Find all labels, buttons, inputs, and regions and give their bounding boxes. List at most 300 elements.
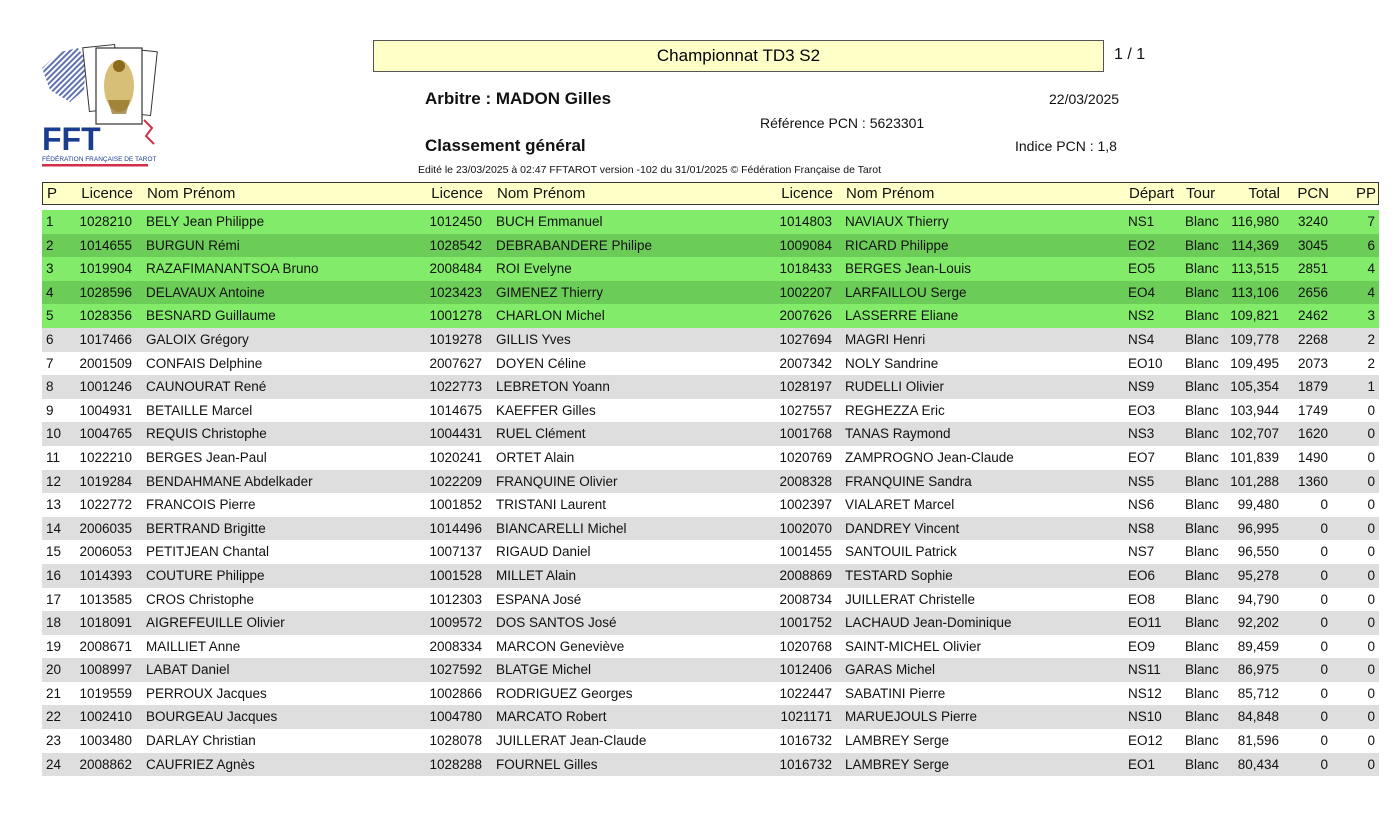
cell-name-1: BOURGEAU Jacques: [146, 709, 278, 725]
cell-depart: NS3: [1128, 426, 1155, 442]
cell-licence-2: 2008334: [429, 638, 482, 654]
cell-pcn: 0: [1320, 709, 1328, 725]
cell-licence-2: 1022209: [429, 473, 482, 489]
table-row: [42, 352, 1379, 376]
cell-depart: EO3: [1128, 402, 1156, 418]
cell-depart: EO6: [1128, 567, 1156, 583]
cell-licence-3: 1009084: [779, 237, 832, 253]
cell-depart: NS5: [1128, 473, 1155, 489]
cell-licence-1: 1002410: [79, 709, 132, 725]
cell-name-1: AIGREFEUILLE Olivier: [146, 615, 285, 631]
championship-title: Championnat TD3 S2: [656, 46, 821, 65]
cell-pp: 0: [1367, 520, 1375, 536]
table-row: [42, 729, 1379, 753]
table-row: [42, 564, 1379, 588]
cell-name-3: ZAMPROGNO Jean-Claude: [845, 449, 1014, 465]
cell-licence-2: 1027592: [429, 662, 482, 678]
cell-total: 116,980: [1231, 214, 1279, 229]
cell-pcn: 0: [1320, 638, 1328, 654]
cell-total: 99,480: [1237, 497, 1279, 513]
cell-licence-1: 1018091: [79, 615, 132, 631]
cell-licence-1: 1001246: [79, 379, 132, 395]
table-row: [42, 753, 1379, 777]
cell-licence-3: 1027557: [779, 402, 832, 418]
cell-name-2: LEBRETON Yoann: [496, 379, 610, 395]
cell-total: 86,975: [1237, 662, 1279, 678]
cell-licence-3: 1018433: [779, 261, 832, 277]
cell-name-1: CAUFRIEZ Agnès: [146, 756, 255, 772]
cell-pcn: 0: [1320, 497, 1328, 513]
cell-total: 101,839: [1230, 449, 1279, 465]
cell-name-2: FOURNEL Gilles: [496, 756, 598, 772]
cell-total: 84,848: [1237, 709, 1279, 725]
cell-name-1: COUTURE Philippe: [146, 567, 265, 583]
cell-licence-3: 1001752: [779, 615, 832, 631]
fft-logo-graphic: [40, 40, 160, 170]
col-header-depart: Départ: [1129, 185, 1175, 202]
cell-total: 102,707: [1230, 426, 1279, 442]
ranking-table: [42, 210, 1379, 776]
cell-licence-2: 1014675: [429, 402, 482, 418]
table-row: [42, 611, 1379, 635]
cell-pcn: 0: [1320, 733, 1328, 749]
cell-name-2: RUEL Clément: [496, 426, 586, 442]
cell-pp: 0: [1367, 756, 1375, 772]
event-date: 22/03/2025: [1049, 91, 1120, 107]
cell-licence-3: 1020768: [779, 638, 832, 654]
cell-name-1: BURGUN Rémi: [146, 237, 240, 253]
cell-licence-2: 2007627: [429, 355, 482, 371]
cell-pp: 0: [1367, 638, 1375, 654]
page-number: 1 / 1: [1114, 46, 1146, 63]
cell-position: 12: [46, 473, 62, 489]
cell-position: 2: [46, 237, 54, 253]
cell-licence-3: 2008328: [779, 473, 832, 489]
col-header-licence-2: Licence: [431, 185, 483, 202]
cell-tour: Blanc: [1185, 379, 1219, 395]
cell-licence-2: 1001278: [429, 308, 482, 324]
cell-name-2: ESPANA José: [496, 591, 582, 607]
cell-name-1: BESNARD Guillaume: [146, 308, 276, 324]
cell-licence-3: 1022447: [779, 685, 832, 701]
cell-depart: EO12: [1128, 733, 1163, 749]
cell-total: 80,434: [1237, 756, 1279, 772]
cell-pcn: 1749: [1297, 402, 1328, 418]
cell-depart: NS4: [1128, 331, 1155, 347]
cell-licence-2: 1012303: [429, 591, 482, 607]
cell-licence-3: 1001455: [779, 544, 832, 560]
pcn-reference: Référence PCN : 5623301: [760, 115, 925, 131]
table-row: [42, 517, 1379, 541]
cell-name-2: MARCATO Robert: [496, 709, 607, 725]
cell-tour: Blanc: [1185, 615, 1219, 631]
cell-depart: NS7: [1128, 544, 1155, 560]
cell-pp: 2: [1367, 355, 1375, 371]
cell-licence-1: 1028596: [79, 284, 132, 300]
cell-pp: 0: [1367, 662, 1375, 678]
cell-name-2: ROI Evelyne: [496, 261, 572, 277]
cell-tour: Blanc: [1185, 567, 1219, 583]
cell-depart: EO8: [1128, 591, 1156, 607]
cell-pcn: 1490: [1297, 449, 1328, 465]
cell-position: 1: [46, 214, 54, 229]
cell-name-3: JUILLERAT Christelle: [845, 591, 976, 607]
cell-name-3: SABATINI Pierre: [845, 685, 946, 701]
cell-name-2: KAEFFER Gilles: [496, 402, 596, 418]
cell-tour: Blanc: [1185, 214, 1219, 229]
table-row: [42, 422, 1379, 446]
cell-pcn: 2656: [1297, 284, 1328, 300]
cell-pp: 0: [1367, 497, 1375, 513]
cell-tour: Blanc: [1185, 497, 1219, 513]
cell-licence-1: 2001509: [79, 355, 132, 371]
cell-pcn: 0: [1320, 756, 1328, 772]
cell-licence-1: 2008862: [79, 756, 132, 772]
cell-licence-3: 1028197: [779, 379, 832, 395]
cell-name-3: REGHEZZA Eric: [845, 402, 945, 418]
cell-tour: Blanc: [1185, 756, 1219, 772]
table-row: [42, 540, 1379, 564]
cell-name-1: MAILLIET Anne: [146, 638, 241, 654]
cell-licence-2: 1028078: [429, 733, 482, 749]
cell-name-1: RAZAFIMANANTSOA Bruno: [146, 261, 319, 277]
cell-tour: Blanc: [1185, 638, 1219, 654]
table-row: [42, 257, 1379, 281]
table-row: [42, 281, 1379, 305]
cell-depart: EO10: [1128, 355, 1163, 371]
cell-total: 103,944: [1230, 402, 1279, 418]
cell-depart: EO7: [1128, 449, 1156, 465]
cell-name-3: BERGES Jean-Louis: [845, 261, 972, 277]
cell-name-3: TESTARD Sophie: [845, 567, 953, 583]
cell-licence-2: 1028542: [429, 237, 482, 253]
table-row: [42, 210, 1379, 234]
cell-position: 15: [46, 544, 62, 560]
table-row: [42, 304, 1379, 328]
cell-name-3: NAVIAUX Thierry: [845, 214, 949, 229]
cell-position: 5: [46, 308, 54, 324]
cell-position: 8: [46, 379, 54, 395]
cell-licence-2: 1001528: [429, 567, 482, 583]
cell-name-3: LACHAUD Jean-Dominique: [845, 615, 1012, 631]
pcn-indice: Indice PCN : 1,8: [1015, 138, 1117, 154]
cell-licence-3: 1027694: [779, 331, 832, 347]
cell-name-1: PETITJEAN Chantal: [146, 544, 270, 560]
edition-note: Edité le 23/03/2025 à 02:47 FFTAROT version -102 du 31/01/2025 © Fédération Française de Tarot: [418, 164, 882, 176]
cell-pp: 0: [1367, 426, 1375, 442]
cell-name-2: DOS SANTOS José: [496, 615, 617, 631]
cell-position: 10: [46, 426, 62, 442]
cell-licence-2: 1004780: [429, 709, 482, 725]
cell-depart: EO1: [1128, 756, 1156, 772]
cell-name-1: GALOIX Grégory: [146, 331, 249, 347]
cell-licence-1: 1004765: [79, 426, 132, 442]
cell-depart: EO5: [1128, 261, 1156, 277]
cell-name-3: LAMBREY Serge: [845, 756, 950, 772]
cell-name-3: FRANQUINE Sandra: [845, 473, 972, 489]
cell-name-2: DEBRABANDERE Philipe: [496, 237, 653, 253]
cell-name-1: CONFAIS Delphine: [146, 355, 263, 371]
cell-tour: Blanc: [1185, 355, 1219, 371]
cell-licence-3: 1002070: [779, 520, 832, 536]
cell-total: 109,821: [1230, 308, 1279, 324]
cell-pcn: 0: [1320, 591, 1328, 607]
table-row: [42, 446, 1379, 470]
cell-name-3: VIALARET Marcel: [845, 497, 955, 513]
cell-tour: Blanc: [1185, 331, 1219, 347]
cell-name-3: RICARD Philippe: [845, 237, 949, 253]
cell-name-3: LARFAILLOU Serge: [845, 284, 967, 300]
cell-total: 85,712: [1237, 685, 1279, 701]
cell-position: 19: [46, 638, 62, 654]
cell-licence-2: 1019278: [429, 331, 482, 347]
table-row: [42, 705, 1379, 729]
col-header-tour: Tour: [1186, 185, 1216, 202]
cell-name-1: BERTRAND Brigitte: [146, 520, 266, 536]
cell-licence-3: 1021171: [780, 709, 832, 725]
cell-pp: 4: [1367, 261, 1375, 277]
cell-tour: Blanc: [1185, 591, 1219, 607]
cell-licence-3: 2008869: [779, 567, 832, 583]
cell-pcn: 0: [1320, 685, 1328, 701]
col-header-nom-2: Nom Prénom: [497, 185, 586, 202]
cell-position: 17: [46, 591, 62, 607]
cell-pcn: 0: [1320, 567, 1328, 583]
cell-total: 109,495: [1230, 355, 1279, 371]
cell-depart: EO2: [1128, 237, 1156, 253]
col-header-licence-3: Licence: [781, 185, 833, 202]
cell-licence-2: 1007137: [429, 544, 482, 560]
cell-tour: Blanc: [1185, 709, 1219, 725]
cell-position: 4: [46, 284, 54, 300]
cell-tour: Blanc: [1185, 284, 1219, 300]
fft-logo: [40, 40, 160, 170]
cell-depart: NS6: [1128, 497, 1155, 513]
cell-name-2: GIMENEZ Thierry: [496, 284, 604, 300]
cell-position: 13: [46, 497, 62, 513]
cell-tour: Blanc: [1185, 685, 1219, 701]
cell-pp: 4: [1367, 284, 1375, 300]
cell-position: 9: [46, 402, 54, 418]
cell-name-3: NOLY Sandrine: [845, 355, 939, 371]
col-header-nom-1: Nom Prénom: [147, 185, 236, 202]
logo-letters: FFT: [42, 121, 101, 157]
cell-position: 11: [46, 449, 61, 465]
cell-position: 21: [46, 685, 62, 701]
table-row: [42, 658, 1379, 682]
cell-name-2: FRANQUINE Olivier: [496, 473, 618, 489]
cell-name-3: TANAS Raymond: [845, 426, 951, 442]
cell-licence-1: 1019904: [79, 261, 132, 277]
cell-total: 113,106: [1231, 284, 1279, 300]
cell-pcn: 1879: [1297, 379, 1328, 395]
cell-licence-1: 1013585: [79, 591, 132, 607]
cell-licence-1: 1028210: [79, 214, 132, 229]
cell-pcn: 1620: [1297, 426, 1328, 442]
cell-licence-1: 1014655: [79, 237, 132, 253]
table-row: [42, 328, 1379, 352]
cell-pcn: 2462: [1297, 308, 1328, 324]
cell-position: 18: [46, 615, 62, 631]
cell-name-2: BUCH Emmanuel: [496, 214, 603, 229]
cell-pp: 0: [1367, 709, 1375, 725]
cell-name-2: RODRIGUEZ Georges: [496, 685, 633, 701]
cell-pcn: 1360: [1297, 473, 1328, 489]
cell-position: 24: [46, 756, 62, 772]
cell-pp: 0: [1367, 449, 1375, 465]
cell-pp: 3: [1367, 308, 1375, 324]
cell-pcn: 2073: [1297, 355, 1328, 371]
col-header-nom-3: Nom Prénom: [846, 185, 935, 202]
cell-pp: 0: [1367, 402, 1375, 418]
cell-name-1: DARLAY Christian: [146, 733, 256, 749]
cell-depart: NS9: [1128, 379, 1155, 395]
arbitre-label: Arbitre : MADON Gilles: [425, 89, 612, 108]
cell-tour: Blanc: [1185, 544, 1219, 560]
cell-position: 20: [46, 662, 62, 678]
cell-licence-3: 2008734: [779, 591, 832, 607]
cell-name-3: DANDREY Vincent: [845, 520, 960, 536]
table-row: [42, 588, 1379, 612]
cell-name-2: TRISTANI Laurent: [496, 497, 607, 513]
cell-depart: EO9: [1128, 638, 1156, 654]
cell-total: 105,354: [1230, 379, 1279, 395]
cell-tour: Blanc: [1185, 426, 1219, 442]
cell-name-1: BENDAHMANE Abdelkader: [146, 473, 313, 489]
cell-total: 81,596: [1237, 733, 1279, 749]
cell-total: 109,778: [1230, 331, 1279, 347]
cell-pcn: 3240: [1297, 214, 1328, 229]
cell-pp: 6: [1367, 237, 1375, 253]
cell-total: 94,790: [1237, 591, 1279, 607]
cell-pcn: 0: [1320, 662, 1328, 678]
cell-name-1: CAUNOURAT René: [146, 379, 267, 395]
table-row: [42, 470, 1379, 494]
cell-licence-1: 1019284: [79, 473, 132, 489]
cell-licence-1: 2006053: [79, 544, 132, 560]
cell-licence-3: 2007342: [779, 355, 832, 371]
cell-tour: Blanc: [1185, 473, 1219, 489]
championship-title-box: [373, 40, 1104, 72]
cell-licence-2: 1009572: [429, 615, 482, 631]
classement-title: Classement général: [425, 136, 586, 155]
cell-total: 92,202: [1237, 615, 1279, 631]
cell-licence-1: 2008671: [79, 638, 132, 654]
cell-name-2: ORTET Alain: [496, 449, 575, 465]
cell-total: 96,995: [1237, 520, 1279, 536]
col-header-total: Total: [1248, 185, 1280, 202]
cell-depart: NS2: [1128, 308, 1155, 324]
cell-position: 16: [46, 567, 62, 583]
cell-licence-2: 1012450: [429, 214, 482, 229]
cell-licence-1: 1004931: [79, 402, 132, 418]
cell-pcn: 2851: [1297, 261, 1328, 277]
cell-pp: 2: [1367, 331, 1375, 347]
table-header: [42, 182, 1379, 205]
cell-licence-2: 1002866: [429, 685, 482, 701]
cell-position: 23: [46, 733, 62, 749]
cell-licence-1: 1022210: [79, 449, 132, 465]
cell-name-3: LASSERRE Eliane: [845, 308, 959, 324]
logo-caption: FÉDÉRATION FRANÇAISE DE TAROT: [42, 156, 157, 163]
cell-licence-3: 1016732: [779, 733, 832, 749]
cell-name-3: GARAS Michel: [845, 662, 936, 678]
cell-licence-2: 1022773: [429, 379, 482, 395]
cell-tour: Blanc: [1185, 662, 1219, 678]
cell-licence-1: 1014393: [79, 567, 132, 583]
cell-tour: Blanc: [1185, 402, 1219, 418]
cell-pp: 0: [1367, 473, 1375, 489]
cell-tour: Blanc: [1185, 520, 1219, 536]
cell-licence-3: 2007626: [779, 308, 832, 324]
cell-total: 101,288: [1230, 473, 1279, 489]
table-row: [42, 682, 1379, 706]
cell-total: 114,369: [1231, 237, 1279, 253]
col-header-pcn: PCN: [1297, 185, 1329, 202]
cell-depart: NS10: [1128, 709, 1162, 725]
cell-pp: 0: [1367, 615, 1375, 631]
cell-name-1: CROS Christophe: [146, 591, 255, 607]
cell-name-2: DOYEN Céline: [496, 355, 587, 371]
cell-name-1: PERROUX Jacques: [146, 685, 267, 701]
cell-name-3: LAMBREY Serge: [845, 733, 950, 749]
cell-pp: 0: [1367, 733, 1375, 749]
cell-pcn: 0: [1320, 544, 1328, 560]
cell-depart: NS1: [1128, 214, 1155, 229]
cell-licence-1: 1017466: [79, 331, 132, 347]
cell-licence-2: 1023423: [429, 284, 482, 300]
cell-pp: 0: [1367, 685, 1375, 701]
cell-name-2: GILLIS Yves: [496, 331, 571, 347]
cell-licence-1: 1028356: [79, 308, 132, 324]
cell-pcn: 0: [1320, 520, 1328, 536]
cell-licence-2: 1001852: [429, 497, 482, 513]
cell-name-2: MARCON Geneviève: [496, 638, 625, 654]
cell-name-1: DELAVAUX Antoine: [146, 284, 265, 300]
cell-total: 95,278: [1237, 567, 1279, 583]
cell-pcn: 0: [1320, 615, 1328, 631]
cell-depart: EO4: [1128, 284, 1156, 300]
cell-tour: Blanc: [1185, 449, 1219, 465]
cell-tour: Blanc: [1185, 308, 1219, 324]
cell-name-2: BLATGE Michel: [496, 662, 592, 678]
cell-pcn: 3045: [1297, 237, 1328, 253]
table-row: [42, 234, 1379, 258]
cell-licence-3: 1002397: [779, 497, 832, 513]
cell-licence-3: 1001768: [779, 426, 832, 442]
cell-total: 113,515: [1231, 261, 1279, 277]
cell-position: 22: [46, 709, 62, 725]
cell-position: 14: [46, 520, 62, 536]
cell-name-3: MAGRI Henri: [845, 331, 926, 347]
col-header-p: P: [47, 185, 58, 202]
cell-name-2: JUILLERAT Jean-Claude: [496, 733, 647, 749]
cell-name-2: BIANCARELLI Michel: [496, 520, 627, 536]
cell-pp: 0: [1367, 591, 1375, 607]
cell-tour: Blanc: [1185, 237, 1219, 253]
cell-pp: 0: [1367, 544, 1375, 560]
cell-licence-1: 1019559: [79, 685, 132, 701]
cell-total: 96,550: [1237, 544, 1279, 560]
cell-name-3: MARUEJOULS Pierre: [845, 709, 978, 725]
col-header-pp: PP: [1355, 185, 1376, 202]
cell-name-1: REQUIS Christophe: [146, 426, 267, 442]
cell-position: 6: [46, 331, 54, 347]
cell-name-1: LABAT Daniel: [146, 662, 230, 678]
cell-position: 3: [46, 261, 54, 277]
cell-pp: 1: [1367, 379, 1375, 395]
cell-depart: NS11: [1128, 662, 1161, 678]
